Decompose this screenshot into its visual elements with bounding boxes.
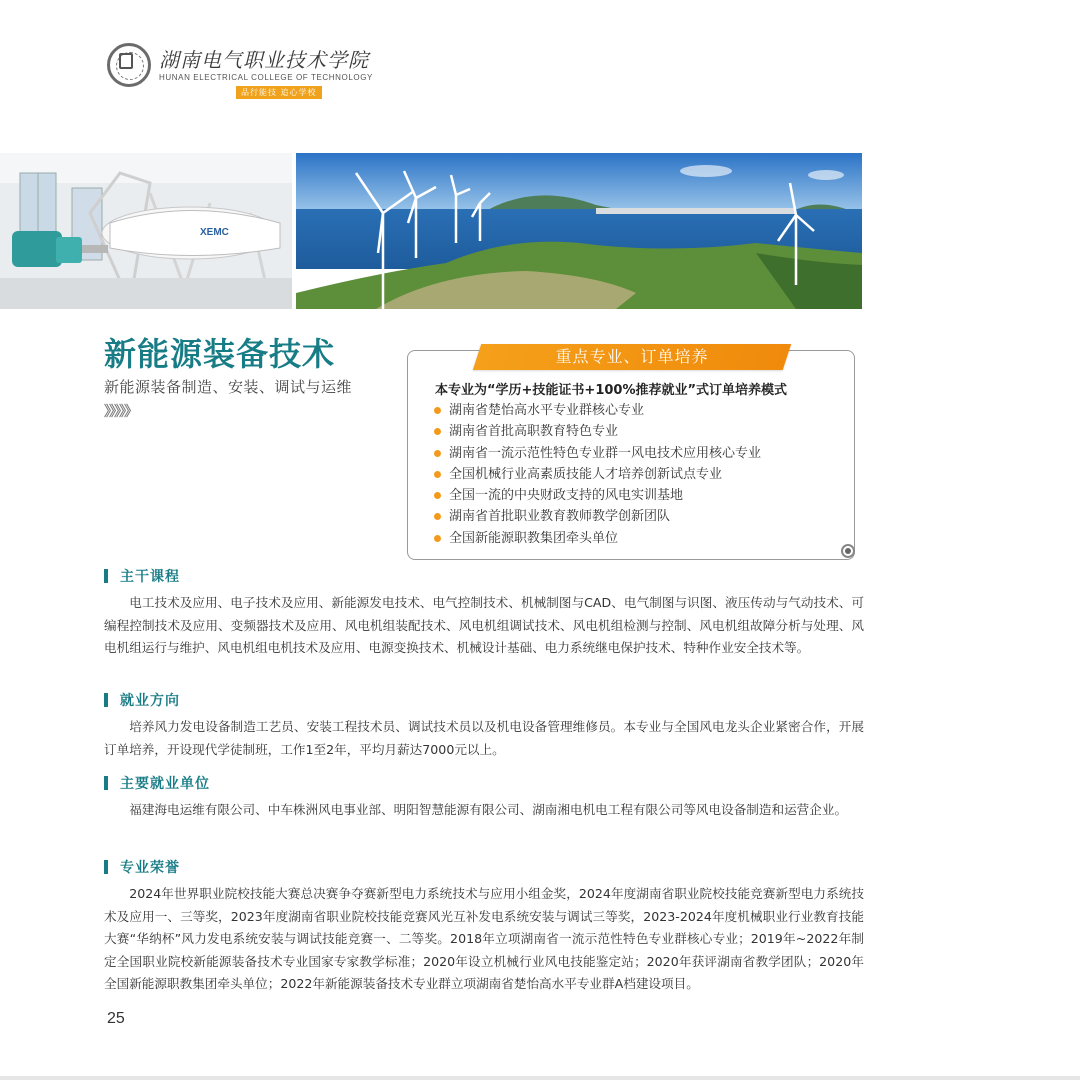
highlight-item [433,443,761,464]
highlight-item [433,485,761,506]
program-title: 新能源装备技术 [104,335,336,373]
section-employment [104,690,864,761]
section-marker-bar [104,693,108,707]
turbine-nacelle-photo [0,153,292,309]
college-name-cn: 湖南电气职业技术学院 [159,48,369,72]
highlight-item-text: 湖南省楚怡高水平专业群核心专业 [449,403,645,418]
highlight-item [433,400,761,421]
program-title-block [104,334,352,421]
highlight-item-text: 全国一流的中央财政支持的风电实训基地 [449,488,684,504]
section-body: 电工技术及应用、电子技术及应用、新能源发电技术、电气控制技术、机械制图与CAD、电气制图与识图、液压传动与气动技术、可编程控制技术及应用、变频器技术及应用、风电机组装配技术、风电机组调试技术、风电机组检测与控制、风电机组故障分析与处理、风电机组运行与维护、风电机组电机技术及应用、电源变换技术、机械设计基础、电力系统继电保护技术、特种作业安全技术等。 [104,595,864,655]
section-heading [104,857,864,877]
section-employers [104,773,864,822]
corner-target-icon [841,544,855,558]
section-body: 培养风力发电设备制造工艺员、安装工程技术员、调试技术员以及机电设备管理维修员。本专业与全国风电龙头企业紧密合作，开展订单培养，开设现代学徒制班，工作1至2年，平均月薪达7000元以上。 [104,719,864,757]
section-title: 主要就业单位 [120,776,210,792]
program-subtitle: 新能源装备制造、安装、调试与运维 [104,378,353,396]
highlight-item-text: 全国新能源职教集团牵头单位 [449,530,619,546]
highlight-list [433,400,761,549]
college-name-en: HUNAN ELECTRICAL COLLEGE OF TECHNOLOGY [159,73,373,82]
highlight-item [433,464,761,485]
bullet-dot-icon [434,513,441,520]
bullet-dot-icon [434,471,441,478]
highlight-lead: 本专业为“学历+技能证书+100%推荐就业”式订单培养模式 [435,383,788,398]
section-marker-bar [104,569,108,583]
section-marker-bar [104,776,108,790]
highlight-item-text: 湖南省首批职业教育教师教学创新团队 [449,509,671,525]
highlight-box [407,342,859,564]
section-marker-bar [104,860,108,874]
seal-emblem [119,53,133,69]
chevron-right-icon: 》》》》》 [104,404,136,420]
section-body: 2024年世界职业院校技能大赛总决赛争夺赛新型电力系统技术与应用小组金奖，2024年度湖南省职业院校技能竞赛新型电力系统技术及应用一、三等奖，2023年度湖南省职业院校技能竞赛风光互补发电系统安装与调试三等奖，2023-2024年度机械职业行业教育技能大赛“华纳杯”风力发电系统安装与调试技能竞赛一、二等奖。2018年立项湖南省一流示范性特色专业群核心专业；2019年~2022年制定全国职业院校新能源装备技术专业国家专家教学标准；2020年设立机械行业风电技能鉴定站；2020年获评湖南省教学团队；2020年全国新能源职教集团牵头单位；2022年新能源装备技术专业群立项湖南省楚怡高水平专业群A档建设项目。 [104,886,864,991]
bullet-dot-icon [434,428,441,435]
highlight-item [433,528,761,549]
section-title: 专业荣誉 [120,860,180,876]
bullet-dot-icon [434,492,441,499]
highlight-item [433,506,761,527]
section-heading [104,690,864,710]
bullet-dot-icon [434,535,441,542]
section-courses [104,566,864,660]
page-number: 25 [107,1010,125,1027]
college-slogan: 品行能技 追心学校 [236,86,322,99]
bullet-dot-icon [434,450,441,457]
section-body: 福建海电运维有限公司、中车株洲风电事业部、明阳智慧能源有限公司、湖南湘电机电工程有限公司等风电设备制造和运营企业。 [129,802,848,817]
wind-farm-coast-photo [296,153,862,309]
section-heading [104,773,864,793]
section-title: 主干课程 [120,569,180,585]
bullet-dot-icon [434,407,441,414]
college-logo [107,42,373,100]
section-heading [104,566,864,586]
section-title: 就业方向 [120,693,180,709]
bottom-divider [0,1076,1080,1080]
highlight-item [433,421,761,442]
highlight-item-text: 湖南省首批高职教育特色专业 [449,424,619,440]
highlight-tab-label: 重点专业、订单培养 [555,347,709,366]
section-honors [104,857,864,996]
highlight-item-text: 全国机械行业高素质技能人才培养创新试点专业 [449,466,723,482]
nacelle-brand-label: XEMC [200,227,229,238]
banner [0,153,862,309]
highlight-item-text: 湖南省一流示范性特色专业群一风电技术应用核心专业 [449,445,762,461]
